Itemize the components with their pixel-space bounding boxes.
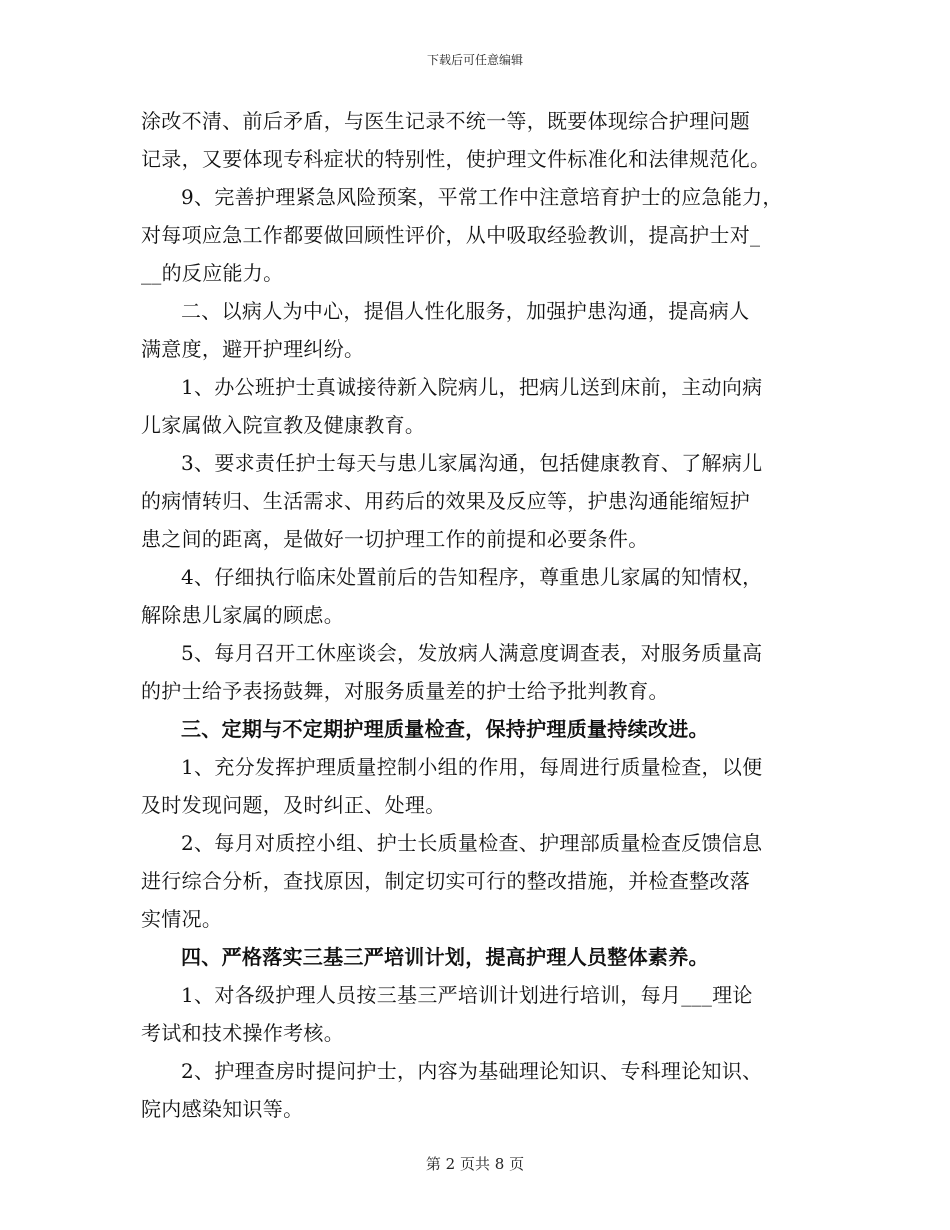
section-heading-line: 三、定期与不定期护理质量检查，保持护理质量持续改进。 [181, 717, 709, 741]
text-line: 考试和技术操作考核。 [141, 1021, 344, 1045]
section-heading-line: 四、严格落实三基三严培训计划，提高护理人员整体素养。 [181, 945, 709, 969]
text-line: 1、办公班护士真诚接待新入院病儿，把病儿送到床前，主动向病 [181, 375, 763, 399]
page-footer: 第 2 页共 8 页 [425, 1155, 525, 1173]
text-line: 进行综合分析，查找原因，制定切实可行的整改措施，并检查整改落 [141, 869, 750, 893]
text-line: 儿家属做入院宣教及健康教育。 [141, 413, 426, 437]
text-line: 4、仔细执行临床处置前后的告知程序，尊重患儿家属的知情权， [181, 565, 763, 589]
text-line: 记录，又要体现专科症状的特别性，使护理文件标准化和法律规范化。 [141, 147, 771, 171]
text-line: 解除患儿家属的顾虑。 [141, 603, 344, 627]
text-line: 2、护理查房时提问护士，内容为基础理论知识、专科理论知识、 [181, 1059, 763, 1083]
text-line: 1、充分发挥护理质量控制小组的作用，每周进行质量检查，以便 [181, 755, 763, 779]
text-line: 及时发现问题，及时纠正、处理。 [141, 793, 446, 817]
text-line: 满意度，避开护理纠纷。 [141, 337, 365, 361]
text-line: 3、要求责任护士每天与患儿家属沟通，包括健康教育、了解病儿 [181, 451, 763, 475]
text-line: 1、对各级护理人员按三基三严培训计划进行培训，每月___理论 [181, 983, 753, 1007]
text-line: 的护士给予表扬鼓舞，对服务质量差的护士给予批判教育。 [141, 679, 669, 703]
text-line: 二、以病人为中心，提倡人性化服务，加强护患沟通，提高病人 [181, 299, 750, 323]
text-line: 院内感染知识等。 [141, 1097, 304, 1121]
text-line: 涂改不清、前后矛盾，与医生记录不统一等，既要体现综合护理问题 [141, 109, 750, 133]
text-line: 9、完善护理紧急风险预案，平常工作中注意培育护士的应急能力， [181, 185, 783, 209]
text-line: __的反应能力。 [141, 261, 284, 285]
text-line: 2、每月对质控小组、护士长质量检查、护理部质量检查反馈信息 [181, 831, 763, 855]
text-line: 对每项应急工作都要做回顾性评价，从中吸取经验教训，提高护士对_ [141, 223, 761, 247]
text-line: 的病情转归、生活需求、用药后的效果及反应等，护患沟通能缩短护 [141, 489, 750, 513]
document-body [141, 102, 821, 1128]
text-line: 患之间的距离，是做好一切护理工作的前提和必要条件。 [141, 527, 649, 551]
page-header: 下载后可任意编辑 [426, 53, 523, 67]
text-line: 5、每月召开工休座谈会，发放病人满意度调查表，对服务质量高 [181, 641, 763, 665]
text-line: 实情况。 [141, 907, 223, 931]
